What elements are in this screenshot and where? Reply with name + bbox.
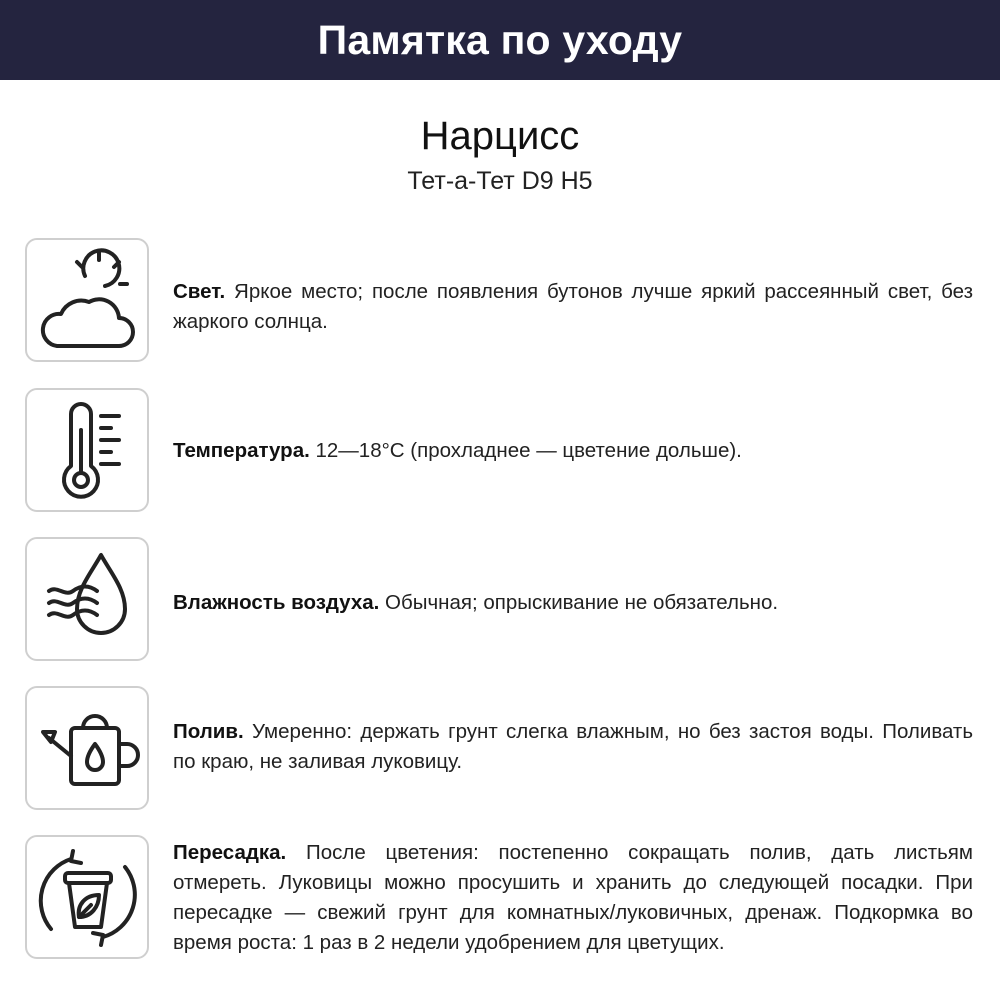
watering-text bbox=[173, 717, 973, 777]
thermometer-icon bbox=[27, 390, 147, 510]
temperature-card bbox=[25, 388, 149, 512]
light-text bbox=[173, 277, 973, 337]
repot-icon bbox=[27, 837, 147, 957]
light-card bbox=[25, 238, 149, 362]
light-description: Яркое место; после появления бутонов лучше яркий рассеянный свет, без жаркого солнца. bbox=[173, 280, 973, 333]
temperature-text bbox=[173, 436, 973, 466]
page-title: Памятка по уходу bbox=[317, 16, 683, 63]
light-label: Свет. bbox=[173, 280, 226, 303]
repot-description: После цветения: постепенно сокращать полив, дать листьям отмереть. Луковицы можно просушить и хранить до следующей посадки. При пересадке — свежий грунт для комнатных/луковичных, дренаж. Подкормка во время роста: 1 раз в 2 недели удобрением для цветущих. bbox=[173, 841, 973, 954]
temperature-description: 12—18°С (прохладнее — цветение дольше). bbox=[309, 439, 742, 462]
plant-variety: Тет-а-Тет D9 H5 bbox=[407, 167, 593, 195]
temperature-label: Температура. bbox=[173, 439, 310, 462]
plant-title-block bbox=[0, 110, 1000, 198]
header-bar bbox=[0, 0, 1000, 80]
repot-card bbox=[25, 835, 149, 959]
humidity-card bbox=[25, 537, 149, 661]
humidity-drop-icon bbox=[27, 539, 147, 659]
repot-text bbox=[173, 838, 973, 958]
watering-label: Полив. bbox=[173, 720, 244, 743]
sun-cloud-icon bbox=[27, 240, 147, 360]
humidity-description: Обычная; опрыскивание не обязательно. bbox=[379, 591, 779, 614]
watering-card bbox=[25, 686, 149, 810]
plant-name: Нарцисс bbox=[420, 114, 580, 158]
humidity-label: Влажность воздуха. bbox=[173, 591, 380, 614]
humidity-text bbox=[173, 588, 973, 618]
watering-description: Умеренно: держать грунт слегка влажным, но без застоя воды. Поливать по краю, не заливая луковицу. bbox=[173, 720, 973, 773]
watering-can-icon bbox=[27, 688, 147, 808]
repot-label: Пересадка. bbox=[173, 841, 287, 864]
